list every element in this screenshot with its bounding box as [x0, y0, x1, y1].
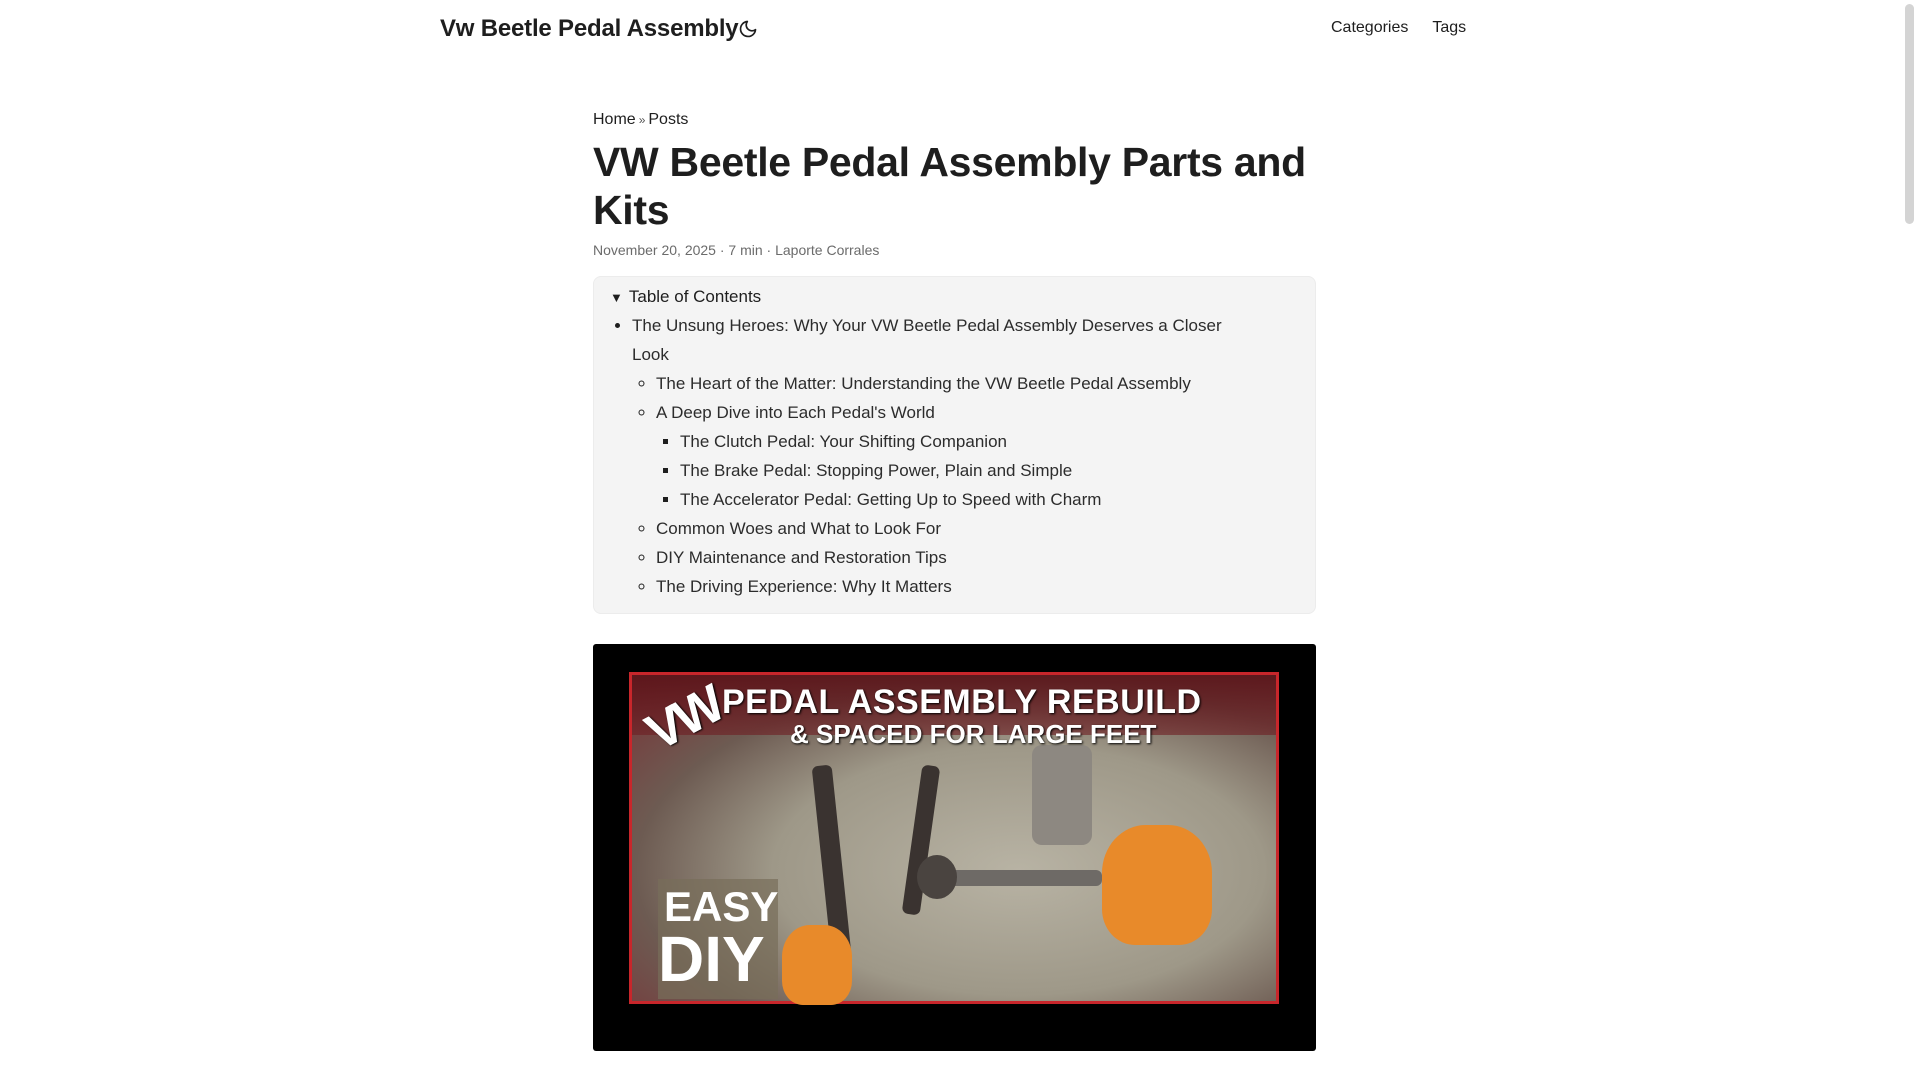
thumbnail-diy-text: DIY [658, 923, 765, 995]
site-title-link[interactable]: Vw Beetle Pedal Assembly [440, 15, 739, 42]
toc-sublist [656, 427, 1239, 514]
toc-link-common-woes[interactable]: Common Woes and What to Look For [656, 519, 942, 538]
post-meta: November 20, 2025 · 7 min · Laporte Corrales [593, 242, 880, 258]
pedal-shape [932, 870, 1102, 886]
toc-item [656, 514, 1239, 543]
toc-item [656, 572, 1239, 601]
toc-item [632, 311, 1299, 601]
toc-toggle[interactable] [610, 287, 1299, 307]
nav-categories[interactable]: Categories [1331, 19, 1409, 36]
post-main [593, 108, 1316, 1051]
breadcrumb [593, 108, 1316, 132]
toc-item [680, 485, 1239, 514]
thumbnail-vw-text: VW [636, 675, 731, 763]
toc-link-clutch-pedal[interactable]: The Clutch Pedal: Your Shifting Companion [680, 432, 1007, 451]
pedal-shape [1032, 745, 1092, 845]
toc-sublist [632, 369, 1239, 601]
thumbnail-subheadline: & SPACED FOR LARGE FEET [790, 719, 1157, 749]
thumbnail-easy-text: EASY [664, 883, 779, 930]
thumbnail-easy-diy-badge [658, 879, 778, 999]
toc-link-accelerator-pedal[interactable]: The Accelerator Pedal: Getting Up to Speed with Charm [680, 490, 1102, 509]
toc-list [610, 311, 1299, 601]
cover-image [593, 644, 1316, 1051]
toc-link-driving-experience[interactable]: The Driving Experience: Why It Matters [656, 577, 952, 596]
page-scrollbar[interactable] [1905, 4, 1914, 224]
toc-item [656, 543, 1239, 572]
triangle-down-icon: ▼ [610, 289, 623, 305]
cover-thumbnail [629, 672, 1279, 1004]
table-of-contents [593, 276, 1316, 614]
glove-shape [782, 925, 852, 1005]
breadcrumb-posts[interactable]: Posts [648, 111, 689, 128]
glove-shape [1102, 825, 1212, 945]
toc-link-deep-dive[interactable]: A Deep Dive into Each Pedal's World [656, 403, 935, 422]
toc-link-diy-maintenance[interactable]: DIY Maintenance and Restoration Tips [656, 548, 947, 567]
breadcrumb-separator: » [638, 113, 646, 127]
toc-summary-label: Table of Contents [628, 287, 762, 306]
toc-item [680, 427, 1239, 456]
toc-link-brake-pedal[interactable]: The Brake Pedal: Stopping Power, Plain and Simple [680, 461, 1073, 480]
toc-link-unsung-heroes[interactable]: The Unsung Heroes: Why Your VW Beetle Pedal Assembly Deserves a Closer Look [632, 316, 1222, 364]
site-header [0, 0, 1900, 60]
toc-item [656, 369, 1239, 398]
page-title: VW Beetle Pedal Assembly Parts and Kits [593, 139, 1306, 233]
pedal-shape [917, 855, 957, 899]
toc-item [656, 398, 1239, 514]
toc-item [680, 456, 1239, 485]
thumbnail-headline: PEDAL ASSEMBLY REBUILD [722, 683, 1202, 721]
breadcrumb-home[interactable]: Home [593, 111, 636, 128]
moon-icon[interactable] [738, 19, 760, 41]
main-nav [1331, 19, 1466, 37]
toc-link-heart-of-matter[interactable]: The Heart of the Matter: Understanding the VW Beetle Pedal Assembly [656, 374, 1191, 393]
nav-tags[interactable]: Tags [1432, 19, 1467, 36]
